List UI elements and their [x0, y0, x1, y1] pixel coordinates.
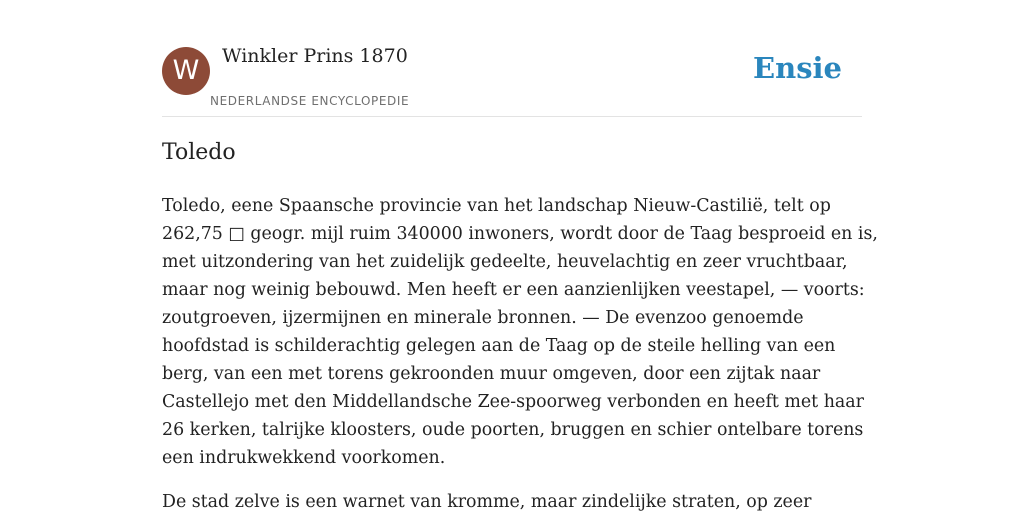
paragraph-line: een indrukwekkend voorkomen.: [162, 448, 446, 468]
paragraph-line: hoofdstad is schilderachtig gelegen aan de Taag op de steile helling van een: [162, 336, 836, 356]
article-paragraph: [162, 488, 862, 512]
paragraph-line: zoutgroeven, ijzermijnen en minerale bronnen. — De evenzoo genoemde: [162, 308, 804, 328]
page-title: Toledo: [162, 140, 236, 165]
source-subtitle: NEDERLANDSE ENCYCLOPEDIE: [210, 94, 410, 108]
paragraph-line: berg, van een met torens gekroonden muur omgeven, door een zijtak naar: [162, 364, 821, 384]
article-paragraph: [162, 192, 878, 472]
paragraph-line: 262,75 □ geogr. mijl ruim 340000 inwoners, wordt door de Taag besproeid en is,: [162, 224, 878, 244]
paragraph-line: maar nog weinig bebouwd. Men heeft er een aanzienlijken veestapel, — voorts:: [162, 280, 865, 300]
paragraph-line: Castellejo met den Middellandsche Zee-spoorweg verbonden en heeft met haar: [162, 392, 864, 412]
source-title-link[interactable]: Winkler Prins 1870: [222, 45, 408, 67]
paragraph-line: met uitzondering van het zuidelijk gedeelte, heuvelachtig en zeer vruchtbaar,: [162, 252, 848, 272]
paragraph-line: Toledo, eene Spaansche provincie van het landschap Nieuw-Castilië, telt op: [162, 196, 831, 216]
brand-logo[interactable]: Ensie: [753, 51, 842, 85]
site-header: [162, 0, 862, 117]
paragraph-line: 26 kerken, talrijke kloosters, oude poorten, bruggen en schier ontelbare torens: [162, 420, 864, 440]
paragraph-line: De stad zelve is een warnet van kromme, maar zindelijke straten, op zeer: [162, 492, 812, 512]
source-avatar[interactable]: W: [162, 47, 210, 95]
article-body: [162, 192, 878, 512]
